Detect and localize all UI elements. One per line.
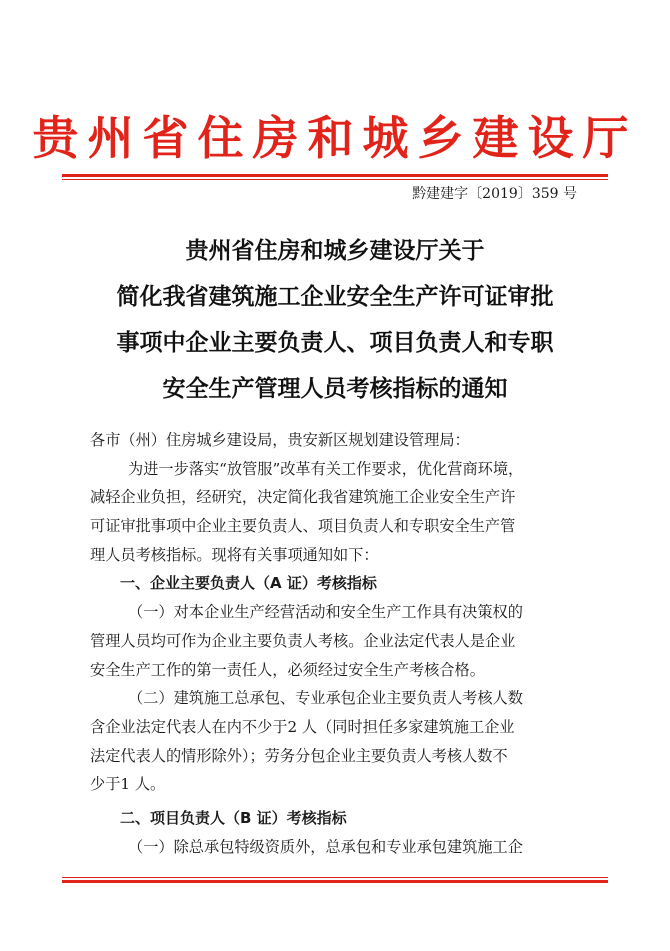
section-heading-b: 二、项目负责人（B 证）考核指标 — [120, 808, 347, 827]
header-rule-thick — [62, 174, 608, 177]
paragraph-line: 安全生产工作的第一责任人，必须经过安全生产考核合格。 — [90, 660, 485, 679]
intro-line: 理人员考核指标。现将有关事项通知如下： — [90, 545, 379, 564]
paragraph-line: 管理人员均可作为企业主要负责人考核。企业法定代表人是企业 — [90, 631, 516, 650]
footer-rule-thin — [62, 877, 608, 878]
title-line: 事项中企业主要负责人、项目负责人和专职 — [116, 330, 554, 356]
paragraph-line: 含企业法定代表人在内不少于2 人（同时担任多家建筑施工企业 — [90, 717, 515, 736]
paragraph-line: 少于1 人。 — [90, 775, 166, 794]
paragraph-line: （一）对本企业生产经营活动和安全生产工作具有决策权的 — [128, 603, 523, 622]
footer-rule-thick — [62, 880, 608, 883]
intro-line: 可证审批事项中企业主要负责人、项目负责人和专职安全生产管 — [90, 517, 516, 536]
paragraph-line: （一）除总承包特级资质外，总承包和专业承包建筑施工企 — [128, 837, 523, 856]
title-line: 简化我省建筑施工企业安全生产许可证审批 — [116, 284, 554, 310]
intro-line: 减轻企业负担，经研究，决定简化我省建筑施工企业安全生产许 — [90, 488, 516, 507]
document-body — [90, 426, 590, 861]
title-line: 贵州省住房和城乡建设厅关于 — [185, 238, 485, 264]
addressee: 各市（州）住房城乡建设局，贵安新区规划建设管理局： — [90, 431, 470, 449]
intro-line: 为进一步落实“放管服”改革有关工作要求，优化营商环境， — [128, 459, 524, 478]
section-heading-a: 一、企业主要负责人（A 证）考核指标 — [120, 574, 377, 593]
paragraph-line: 法定代表人的情形除外）；劳务分包企业主要负责人考核人数不 — [90, 746, 508, 765]
paragraph-line: （二）建筑施工总承包、专业承包企业主要负责人考核人数 — [128, 689, 523, 708]
document-title — [0, 228, 670, 412]
document-number: 黔建建字〔2019〕359 号 — [412, 186, 577, 202]
title-line: 安全生产管理人员考核指标的通知 — [162, 376, 508, 402]
header-rule-thin — [62, 179, 608, 180]
masthead-title: 贵州省住房和城乡建设厅 — [32, 111, 638, 165]
